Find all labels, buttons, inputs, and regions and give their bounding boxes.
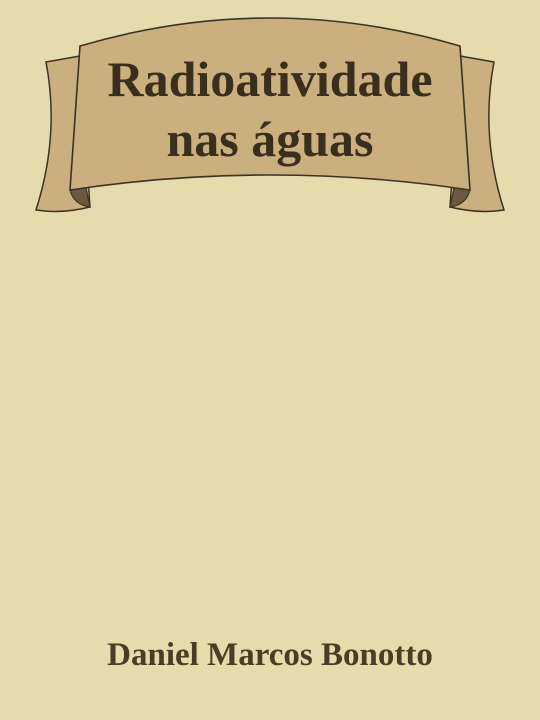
book-title-line-2: nas águas	[166, 111, 374, 167]
book-author: Daniel Marcos Bonotto	[107, 637, 433, 673]
book-title-line-1: Radioatividade	[107, 51, 433, 107]
